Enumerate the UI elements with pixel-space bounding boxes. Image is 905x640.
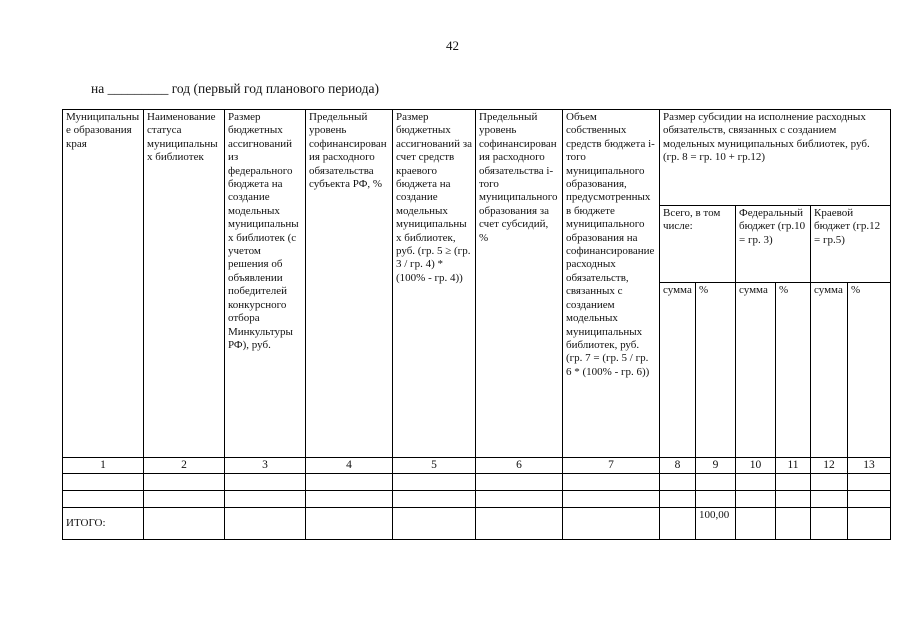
- column-number: 9: [696, 458, 736, 474]
- header-regional-budget: Краевой бюджет (гр.12 = гр.5): [811, 206, 891, 283]
- total-label: ИТОГО:: [63, 508, 144, 540]
- header-subsidy-size: Размер субсидии на исполнение расходных обязательств, связанных с созданием модельных муниципальных библиотек, руб. (гр. 8 = гр. 10 + гр.12): [660, 110, 891, 206]
- empty-row: [63, 491, 891, 508]
- header-federal-pct: %: [776, 283, 811, 458]
- column-number: 1: [63, 458, 144, 474]
- page-number: 42: [446, 38, 459, 53]
- column-number: 4: [306, 458, 393, 474]
- header-subject-cofinancing-limit: Предельный уровень софинансирования расходного обязательства субъекта РФ, %: [306, 110, 393, 458]
- header-federal-allocation: Размер бюджетных ассигнований из федерального бюджета на создание модельных муниципальных библиотек (с учетом решения об объявлении победителей конкурсного отбора Минкультуры РФ), руб.: [225, 110, 306, 458]
- column-number: 5: [393, 458, 476, 474]
- header-library-status: Наименование статуса муниципальных библиотек: [144, 110, 225, 458]
- column-number: 7: [563, 458, 660, 474]
- header-regional-pct: %: [848, 283, 891, 458]
- column-number: 2: [144, 458, 225, 474]
- column-number: 6: [476, 458, 563, 474]
- empty-row: [63, 474, 891, 491]
- header-municipalities: Муниципальные образования края: [63, 110, 144, 458]
- column-number: 13: [848, 458, 891, 474]
- header-total-sum: сумма: [660, 283, 696, 458]
- header-total-pct: %: [696, 283, 736, 458]
- column-number: 11: [776, 458, 811, 474]
- header-federal-sum: сумма: [736, 283, 776, 458]
- column-number: 10: [736, 458, 776, 474]
- header-total-including: Всего, в том числе:: [660, 206, 736, 283]
- header-own-funds: Объем собственных средств бюджета i-того муниципального образования, предусмотренных в бюджете муниципального образования на софинансирование расходных обязательств, связанных с созданием модельных муниципальных библиотек, руб. (гр. 7 = (гр. 5 / гр. 6 * (100% - гр. 6)): [563, 110, 660, 458]
- header-regional-sum: сумма: [811, 283, 848, 458]
- column-number: 12: [811, 458, 848, 474]
- column-numbers-row: [63, 458, 891, 474]
- column-number: 3: [225, 458, 306, 474]
- header-regional-allocation: Размер бюджетных ассигнований за счет средств краевого бюджета на создание модельных муниципальных библиотек, руб. (гр. 5 ≥ (гр. 3 / гр. 4) * (100% - гр. 4)): [393, 110, 476, 458]
- header-federal-budget: Федеральный бюджет (гр.10 = гр. 3): [736, 206, 811, 283]
- period-heading: на _________ год (первый год планового периода): [91, 81, 380, 96]
- header-municipal-cofinancing-limit: Предельный уровень софинансирования расходного обязательства i-того муниципального образования за счет субсидий, %: [476, 110, 563, 458]
- total-row: [63, 508, 891, 540]
- total-percent: 100,00: [696, 508, 736, 540]
- subsidy-table: [62, 109, 891, 540]
- column-number: 8: [660, 458, 696, 474]
